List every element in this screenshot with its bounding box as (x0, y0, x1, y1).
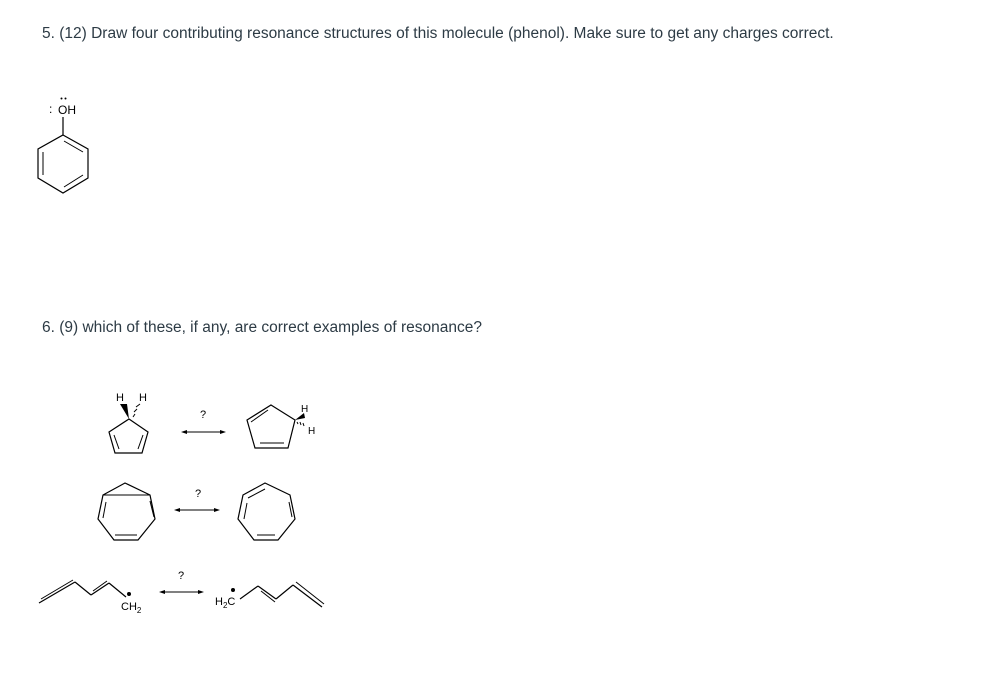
double-bond (64, 175, 83, 187)
hash-bond (136, 404, 140, 407)
phenol-structure (30, 92, 110, 202)
double-bond (244, 503, 247, 519)
carbon-chain-bond (39, 582, 75, 603)
hash-bond (133, 414, 135, 417)
radical-dot (231, 588, 235, 592)
ch2-group-label: $CH_2$ (121, 601, 142, 615)
hydrogen-label: H (308, 426, 316, 437)
arrow-head (198, 590, 204, 594)
question-5-text: 5. (12) Draw four contributing resonance structures of this molecule (phenol). Make sure to get any charges correct. (42, 25, 834, 42)
carbon-chain-bond (240, 586, 258, 599)
arrow-head (159, 590, 165, 594)
carbon-chain-bond (91, 583, 109, 595)
arrow-head (174, 508, 180, 512)
resonance-row-2 (95, 480, 305, 545)
arrow-head (181, 430, 187, 434)
resonance-row-3 (35, 565, 330, 620)
carbon-chain-bond (109, 583, 126, 597)
hash-bond (303, 423, 304, 426)
question-mark: ? (200, 409, 207, 421)
lone-pair-dot (61, 98, 63, 100)
double-bond (296, 582, 324, 604)
double-bond (64, 141, 83, 152)
arrow-head (214, 508, 220, 512)
carbon-chain-bond (293, 585, 322, 607)
oh-lone-pair-left: : (49, 102, 53, 116)
hash-bond (134, 409, 137, 412)
cycloheptatriene-ring (98, 483, 155, 540)
oh-label: OH (58, 103, 76, 117)
question-mark: ? (178, 570, 185, 582)
cycloheptatriene-ring (238, 483, 295, 540)
carbon-chain-bond (276, 585, 293, 599)
hash-bond (297, 422, 298, 424)
double-bond (41, 580, 73, 599)
double-bond (103, 502, 106, 518)
lone-pair-dot (65, 98, 67, 100)
wedge-bond (120, 404, 129, 419)
carbon-chain-bond (258, 586, 276, 599)
hash-bond (300, 422, 301, 425)
benzene-ring (38, 135, 88, 193)
hydrogen-label: H (301, 404, 309, 415)
question-mark: ? (195, 488, 202, 500)
arrow-head (220, 430, 226, 434)
cyclopentene-ring (247, 405, 295, 448)
double-bond (114, 435, 119, 449)
hydrogen-label: H (116, 392, 124, 404)
radical-dot (127, 592, 131, 596)
question-6-text: 6. (9) which of these, if any, are correct examples of resonance? (42, 319, 482, 336)
h2c-group-label: $H_2C$ (215, 596, 236, 610)
carbon-chain-bond (75, 582, 91, 595)
double-bond (138, 435, 143, 449)
resonance-row-1 (100, 385, 330, 460)
hydrogen-label: H (139, 392, 147, 404)
